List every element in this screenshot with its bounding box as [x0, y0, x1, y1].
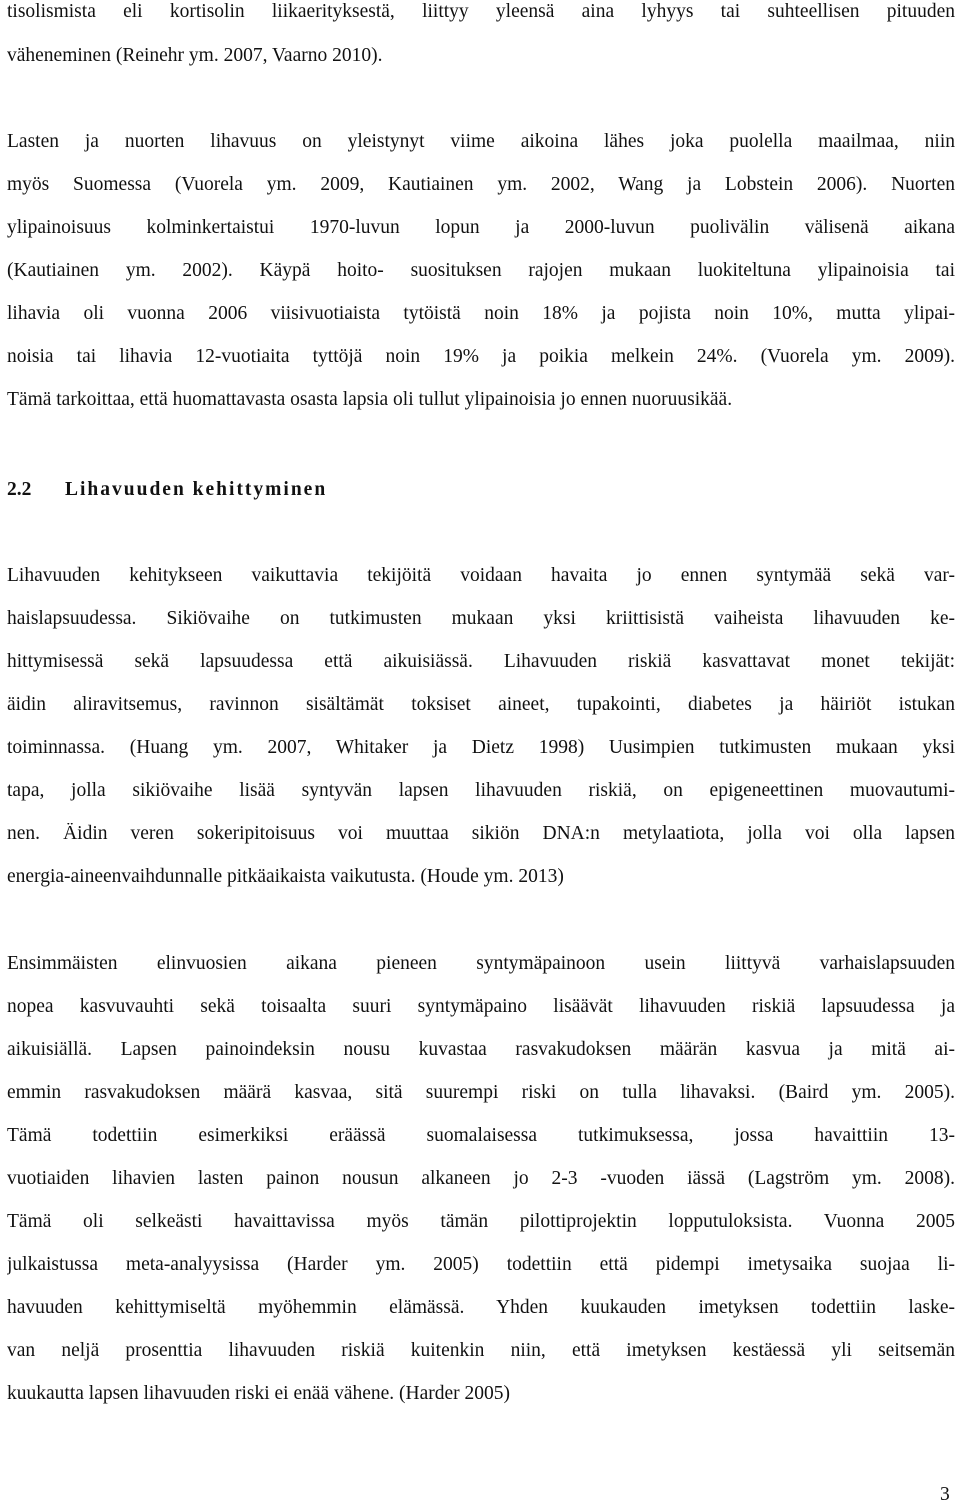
- text-line: lihavia oli vuonna 2006 viisivuotiaista tytöistä noin 18% ja pojista noin 10%, mutta ylipai-: [7, 303, 955, 324]
- text-line: Lasten ja nuorten lihavuus on yleistynyt viime aikoina lähes joka puolella maailmaa, niin: [7, 131, 955, 152]
- text-line: van neljä prosenttia lihavuuden riskiä kuitenkin niin, että imetyksen kestäessä yli seitsemän: [7, 1340, 955, 1361]
- text-line: kuukautta lapsen lihavuuden riski ei enää vähene. (Harder 2005): [7, 1383, 511, 1404]
- text-line: haislapsuudessa. Sikiövaihe on tutkimusten mukaan yksi kriittisistä vaiheista lihavuuden ke-: [7, 608, 955, 629]
- text-line: hittymisessä sekä lapsuudessa että aikuisiässä. Lihavuuden riskiä kasvattavat monet tekijät:: [7, 651, 955, 672]
- text-line: myös Suomessa (Vuorela ym. 2009, Kautiainen ym. 2002, Wang ja Lobstein 2006). Nuorten: [7, 174, 955, 195]
- text-line: noisia tai lihavia 12-vuotiaita tyttöjä noin 19% ja poikia melkein 24%. (Vuorela ym. 2009).: [7, 346, 955, 367]
- text-line: Tämä oli selkeästi havaittavissa myös tämän pilottiprojektin lopputuloksista. Vuonna 2005: [7, 1211, 955, 1232]
- text-line: nen. Äidin veren sokeripitoisuus voi muuttaa sikiön DNA:n metylaatiota, jolla voi olla lapsen: [7, 823, 955, 844]
- text-line: energia-aineenvaihdunnalle pitkäaikaista vaikutusta. (Houde ym. 2013): [7, 866, 564, 887]
- section-heading: [7, 479, 327, 501]
- text-line: äidin aliravitsemus, ravinnon sisältämät toksiset aineet, tupakointi, diabetes ja häiriöt istukan: [7, 694, 955, 715]
- text-line: Ensimmäisten elinvuosien aikana pieneen syntymäpainoon usein liittyvä varhaislapsuuden: [7, 953, 955, 974]
- section-title: Lihavuuden kehittyminen: [65, 479, 328, 500]
- text-line: Tämä todettiin esimerkiksi eräässä suomalaisessa tutkimuksessa, jossa havaittiin 13-: [7, 1125, 955, 1146]
- text-line: toiminnassa. (Huang ym. 2007, Whitaker ja Dietz 1998) Uusimpien tutkimusten mukaan yksi: [7, 737, 955, 758]
- text-line: vuotiaiden lihavien lasten painon nousun alkaneen jo 2-3 -vuoden iässä (Lagström ym. 2008).: [7, 1168, 955, 1189]
- text-line: Tämä tarkoittaa, että huomattavasta osasta lapsia oli tullut ylipainoisia jo ennen nuoruusikää.: [7, 389, 733, 410]
- text-line: emmin rasvakudoksen määrä kasvaa, sitä suurempi riski on tulla lihavaksi. (Baird ym. 2005).: [7, 1082, 955, 1103]
- text-line: aikuisiällä. Lapsen painoindeksin nousu kuvastaa rasvakudoksen määrän kasvua ja mitä ai-: [7, 1039, 955, 1060]
- text-line: julkaistussa meta-analyysissa (Harder ym. 2005) todettiin että pidempi imetysaika suojaa li-: [7, 1254, 955, 1275]
- text-line: (Kautiainen ym. 2002). Käypä hoito- suosituksen rajojen mukaan luokiteltuna ylipainoisia tai: [7, 260, 955, 281]
- text-line: Lihavuuden kehitykseen vaikuttavia tekijöitä voidaan havaita jo ennen syntymää sekä var-: [7, 565, 955, 586]
- text-line: ylipainoisuus kolminkertaistui 1970-luvun lopun ja 2000-luvun puolivälin välisenä aikana: [7, 217, 955, 238]
- text-line: tisolismista eli kortisolin liikaerityksestä, liittyy yleensä aina lyhyys tai suhteellisen pituuden: [7, 1, 955, 22]
- page-number: 3: [940, 1484, 950, 1505]
- text-line: nopea kasvuvauhti sekä toisaalta suuri syntymäpaino lisäävät lihavuuden riskiä lapsuudessa ja: [7, 996, 955, 1017]
- text-line: väheneminen (Reinehr ym. 2007, Vaarno 2010).: [7, 45, 383, 66]
- text-line: havuuden kehittymiseltä myöhemmin elämässä. Yhden kuukauden imetyksen todettiin laske-: [7, 1297, 955, 1318]
- section-number: 2.2: [7, 479, 32, 500]
- text-line: tapa, jolla sikiövaihe lisää syntyvän lapsen lihavuuden riskiä, on epigeneettinen muovautumi-: [7, 780, 955, 801]
